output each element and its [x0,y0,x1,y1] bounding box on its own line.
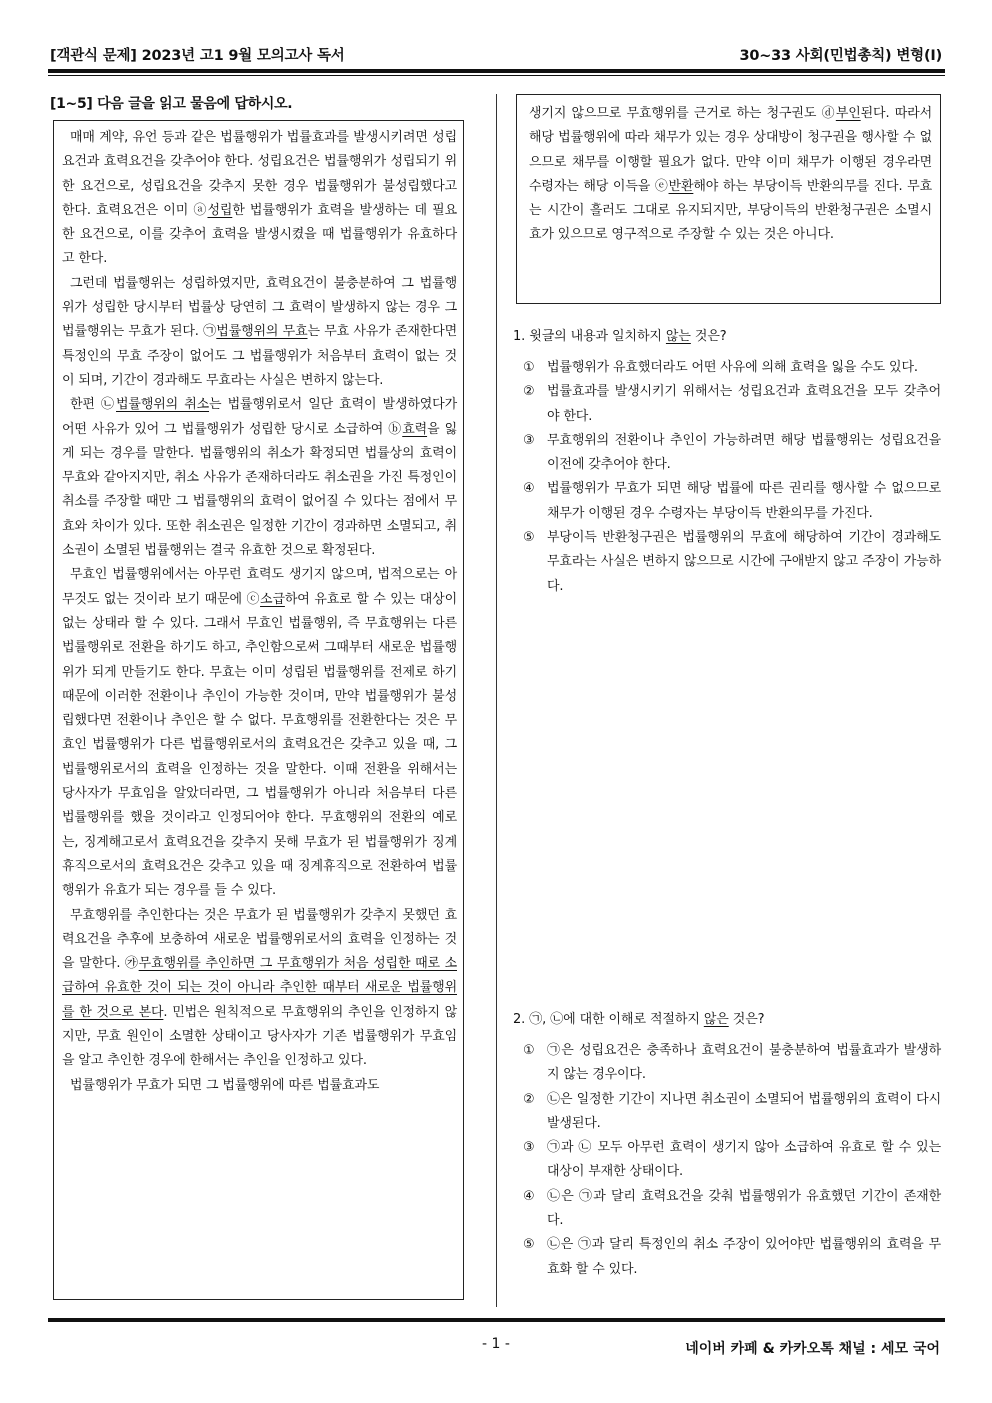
q1-option-4[interactable] [513,477,941,526]
mark-nieun: ㉡ [100,397,117,413]
q2-option-3[interactable] [513,1136,941,1185]
option-number: ③ [523,432,535,448]
q1-option-2[interactable] [513,380,941,429]
header-subject: 30~33 사회(민법총칙) 변형(I) [739,48,942,64]
option-text: 법률행위가 유효했더라도 어떤 사유에 의해 효력을 잃을 수도 있다. [547,360,918,375]
option-text: 무효행위의 전환이나 추인이 가능하려면 해당 법률행위는 성립요건을 이전에 갖추어야 한다. [547,432,941,473]
header-rule-thin [48,75,945,76]
question-2-stem: 2. ㉠, ㉡에 대한 이해로 적절하지 않은 것은? [513,1012,765,1027]
paragraph-1: 매매 계약, 유언 등과 같은 법률행위가 법률효과를 발생시키려면 성립요건과 효력요건을 갖추어야 한다. 성립요건은 법률행위가 성립되기 위한 요건으로, 성립요건을 갖추지 못한 경우 법률행위가 불성립했다고 한다. 효력요건은 이미 ⓐ성립한 법률행위가 효력을 발생하는 데 필요한 요건으로, 이를 갖추어 효력을 발생시켰을 때 법률행위가 유효하다고 한다. [62,130,457,267]
option-text: ㉠과 ㉡ 모두 아무런 효력이 생기지 않아 소급하여 유효로 할 수 있는 대상이 부재한 상태이다. [547,1140,941,1180]
option-number: ① [523,360,535,375]
question-1-stem: 1. 윗글의 내용과 일치하지 않는 것은? [513,329,727,344]
page-number: - 1 - [482,1336,510,1352]
mark-b: ⓑ [388,421,403,437]
paragraph-5: 무효행위를 추인한다는 것은 무효가 된 법률행위가 갖추지 못했던 효력요건을 추후에 보충하여 새로운 법률행위로서의 효력을 인정하는 것을 말한다. ㉮무효행위를 추인하면 그 무효행위가 처음 성립한 때로 소급하여 유효한 것이 되는 것이 아니라 추인한 때부터 새로운 법률행위를 한 것으로 본다. 민법은 원칙적으로 무효행위의 추인을 인정하지 않지만, 무효 원인이 소멸한 상태이고 당사자가 기존 법률행위가 무효임을 알고 추인한 경우에 한해서는 추인을 인정하고 있다. [62,907,457,1069]
underline-c: 소급 [260,591,285,607]
q1-option-1[interactable] [513,356,941,380]
paragraph-6: 법률행위가 무효가 되면 그 법률행위에 따른 법률효과도 [70,1077,380,1093]
paragraph-6-continued: 생기지 않으므로 무효행위를 근거로 하는 청구권도 ⓓ부인된다. 따라서 해당 법률행위에 따라 채무가 있는 경우 상대방이 청구권을 행사할 수 없으므로 채무를 이행할 필요가 없다. 만약 이미 채무가 이행된 경우라면 수령자는 해당 이득을 ⓔ반환해야 하는 부당이득 반환의무를 진다. 무효는 시간이 흘러도 그대로 유지되지만, 부당이득의 반환청구권은 소멸시효가 있으므로 영구적으로 주장할 수 있는 것은 아니다. [529,106,932,243]
option-text: ㉡은 ㉠과 달리 효력요건을 갖춰 법률행위가 유효했던 기간이 존재한다. [547,1188,941,1229]
mark-c: ⓒ [246,591,261,607]
header-rule [48,69,945,73]
q1-option-3[interactable] [513,429,941,478]
mark-a: ⓐ [193,202,208,218]
underline-a: 성립 [207,202,233,218]
underline-e: 반환 [668,178,694,194]
option-text: ㉡은 ㉠과 달리 특정인의 취소 주장이 있어야만 법률행위의 효력을 무효화 할 수 있다. [547,1237,941,1277]
option-number: ① [523,1043,535,1058]
option-text: 법률효과를 발생시키기 위해서는 성립요건과 효력요건을 모두 갖추어야 한다. [547,384,941,424]
option-text: 부당이득 반환청구권은 법률행위의 무효에 해당하여 기간이 경과해도 무효라는 사실은 변하지 않으므로 시간에 구애받지 않고 주장이 가능하다. [547,530,941,594]
option-text: ㉡은 일정한 기간이 지나면 취소권이 소멸되어 법률행위의 효력이 다시 발생된다. [547,1091,941,1131]
header-title: [객관식 문제] 2023년 고1 9월 모의고사 독서 [50,48,345,64]
mark-ga: ㉮ [125,956,139,972]
q2-option-4[interactable] [513,1185,941,1234]
underline-ga: 무효행위를 추인하면 그 무효행위가 처음 성립한 때로 소급하여 유효한 것이 되는 것이 아니라 추인한 때부터 새로운 법률행위를 한 것으로 본다 [62,956,457,1020]
question-2 [513,1009,941,1282]
q2-option-1[interactable] [513,1039,941,1088]
option-number: ⑤ [523,1237,535,1253]
passage-box [53,120,464,1300]
option-number: ② [523,1091,535,1107]
footer-channel: 네이버 카페 & 카카오톡 채널 : 세모 국어 [685,1341,940,1357]
option-text: ㉠은 성립요건은 충족하나 효력요건이 불충분하여 법률효과가 발생하지 않는 경우이다. [547,1043,941,1083]
underline-d: 부인 [835,106,861,121]
question-2-options [513,1039,941,1282]
question-1-options [513,356,941,599]
question-1 [513,326,941,599]
paragraph-2: 그런데 법률행위는 성립하였지만, 효력요건이 불충분하여 그 법률행위가 성립한 당시부터 법률상 당연히 그 효력이 발생하지 않는 경우 그 법률행위는 무효가 된다. ㉠법률행위의 무효는 무효 사유가 존재한다면 특정인의 무효 주장이 없어도 그 법률행위가 처음부터 효력이 없는 것이 되며, 기간이 경과해도 무효라는 사실은 변하지 않는다. [62,275,458,388]
paragraph-3: 한편 ㉡법률행위의 취소는 법률행위로서 일단 효력이 발생하였다가 어떤 사유가 있어 그 법률행위가 성립한 당시로 소급하여 ⓑ효력을 잃게 되는 경우를 말한다. 법률행위의 취소가 확정되면 법률상의 효력이 무효와 같아지지만, 취소 사유가 존재하더라도 취소권을 가진 특정인이 취소를 주장할 때만 그 법률행위의 효력이 없어질 수 있다는 점에서 무효와 차이가 있다. 또한 취소권은 일정한 기간이 경과하면 소멸되고, 취소권이 소멸된 법률행위는 결국 유효한 것으로 확정된다. [62,397,457,559]
mark-d: ⓓ [821,106,836,121]
option-text: 법률행위가 무효가 되면 해당 법률에 따른 권리를 행사할 수 없으므로 채무가 이행된 경우 수령자는 부당이득 반환의무를 가진다. [547,481,941,521]
paragraph-4: 무효인 법률행위에서는 아무런 효력도 생기지 않으며, 법적으로는 아무것도 없는 것이라 보기 때문에 ⓒ소급하여 유효로 할 수 있는 대상이 없는 상태라 할 수 있다. 그래서 무효인 법률행위, 즉 무효행위는 다른 법률행위로 전환을 하기도 하고, 추인함으로써 그때부터 새로운 법률행위가 되게 만들기도 한다. 무효는 이미 성립된 법률행위를 전제로 하기 때문에 이러한 전환이나 추인이 가능한 것이며, 만약 법률행위가 불성립했다면 전환이나 추인은 할 수 없다. 무효행위를 전환한다는 것은 무효인 법률행위가 다른 법률행위로서의 효력요건은 갖추고 있을 때, 그 법률행위로서의 효력을 인정하는 것을 말한다. 이때 전환을 위해서는 당사자가 무효임을 알았더라면, 그 법률행위가 아니라 처음부터 다른 법률행위를 했을 것이라고 인정되어야 한다. 무효행위의 전환의 예로는, 징계해고로서 효력요건을 갖추지 못해 무효가 된 법률행위가 징계휴직으로서의 효력요건은 갖추고 있을 때 징계휴직으로 전환하여 법률행위가 유효가 되는 경우를 들 수 있다. [62,567,457,899]
option-number: ③ [523,1140,535,1156]
q2-option-2[interactable] [513,1088,941,1137]
underline-b: 효력 [402,421,428,437]
underline-giyeok: 법률행위의 무효 [216,324,308,340]
underline-nieun: 법률행위의 취소 [116,397,210,413]
column-divider [496,94,497,1307]
mark-giyeok: ㉠ [203,324,217,340]
q1-option-5[interactable] [513,526,941,599]
footer-rule [48,1318,945,1322]
option-number: ④ [523,1188,535,1204]
q2-option-5[interactable] [513,1233,941,1282]
option-number: ⑤ [523,530,535,546]
option-number: ② [523,384,535,400]
option-number: ④ [523,481,535,497]
passage-box-continued [516,94,941,304]
instruction: [1~5] 다음 글을 읽고 물음에 답하시오. [50,96,293,112]
mark-e: ⓔ [654,178,669,194]
